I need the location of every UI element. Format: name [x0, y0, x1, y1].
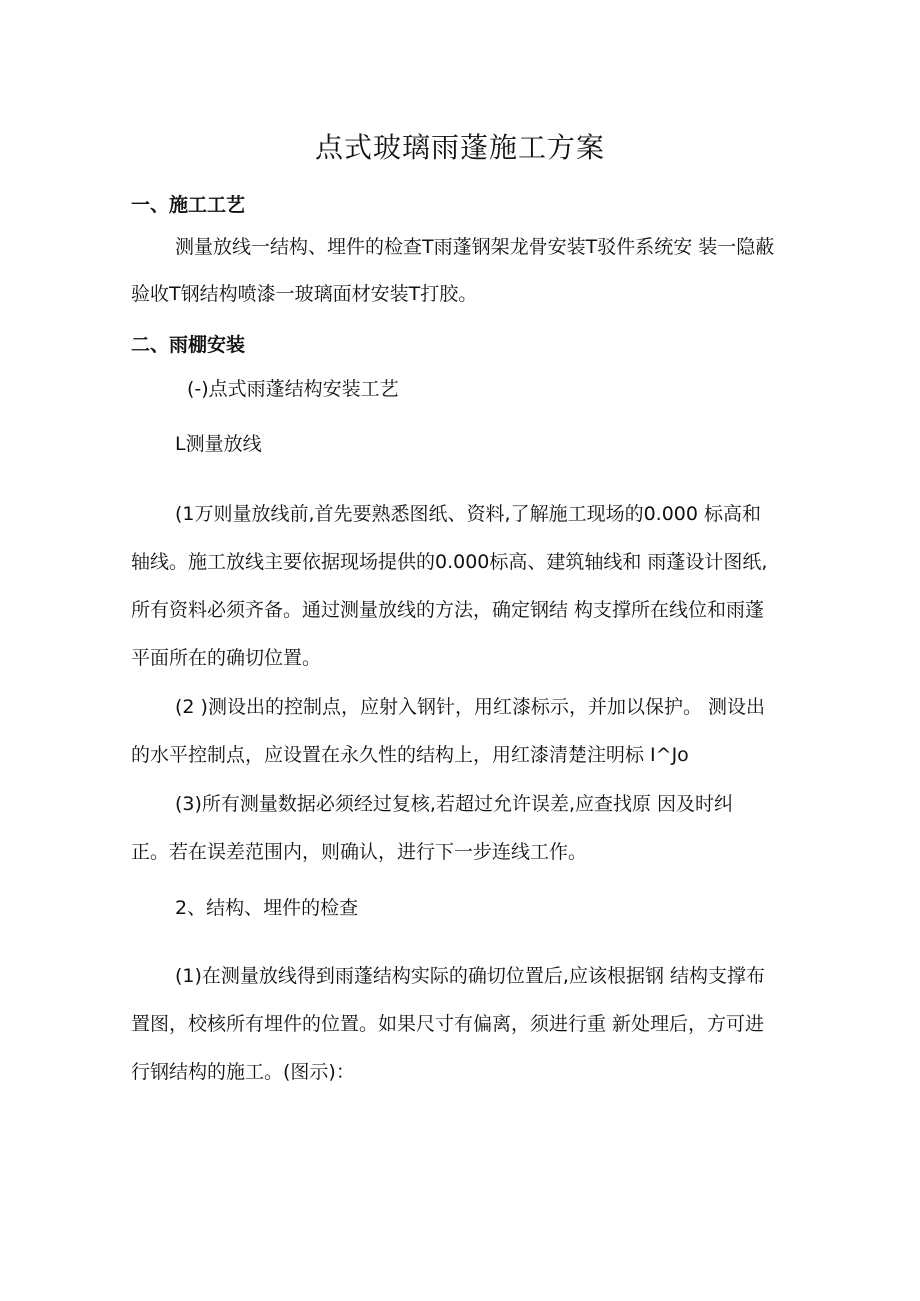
paragraph-line: 行钢结构的施工。(图示)：: [131, 1061, 355, 1083]
subsection-heading: (-)点式雨蓬结构安装工艺: [187, 378, 399, 400]
paragraph-line: (1)在测量放线得到雨蓬结构实际的确切位置后,应该根据钢 结构支撑布: [175, 965, 765, 987]
section-heading-1: 一、施工工艺: [131, 194, 246, 216]
paragraph-line: 所有资料必须齐备。通过测量放线的方法，确定钢结 构支撑所在线位和雨蓬: [131, 599, 765, 621]
paragraph-line: 置图，校核所有埋件的位置。如果尺寸有偏离，须进行重 新处理后，方可进: [131, 1013, 765, 1035]
section-heading-2: 二、雨棚安装: [131, 334, 246, 356]
page-title: 点式玻璃雨蓬施工方案: [314, 131, 605, 164]
item-title: 2、结构、埋件的检查: [175, 897, 359, 919]
paragraph-line: (2 )测设出的控制点，应射入钢针，用红漆标示，并加以保护。 测设出: [175, 696, 765, 718]
paragraph-line: 测量放线一结构、埋件的检查T雨蓬钢架龙骨安装T驳件系统安 装一隐蔽: [175, 236, 775, 258]
paragraph-line: 的水平控制点，应设置在永久性的结构上，用红漆清楚注明标 I^Jo: [131, 744, 689, 766]
paragraph-line: 验收T钢结构喷漆一玻璃面材安装T打胶。: [131, 283, 478, 305]
paragraph-line: 正。若在误差范围内，则确认，进行下一步连线工作。: [131, 841, 588, 863]
paragraph-line: 平面所在的确切位置。: [131, 647, 322, 669]
paragraph-line: (3)所有测量数据必须经过复核,若超过允许误差,应查找原 因及时纠: [175, 793, 734, 815]
paragraph-line: (1万则量放线前,首先要熟悉图纸、资料,了解施工现场的0.000 标高和: [175, 503, 762, 525]
paragraph-line: 轴线。施工放线主要依据现场提供的0.000标高、建筑轴线和 雨蓬设计图纸,: [131, 551, 768, 573]
item-title: L测量放线: [175, 433, 262, 455]
